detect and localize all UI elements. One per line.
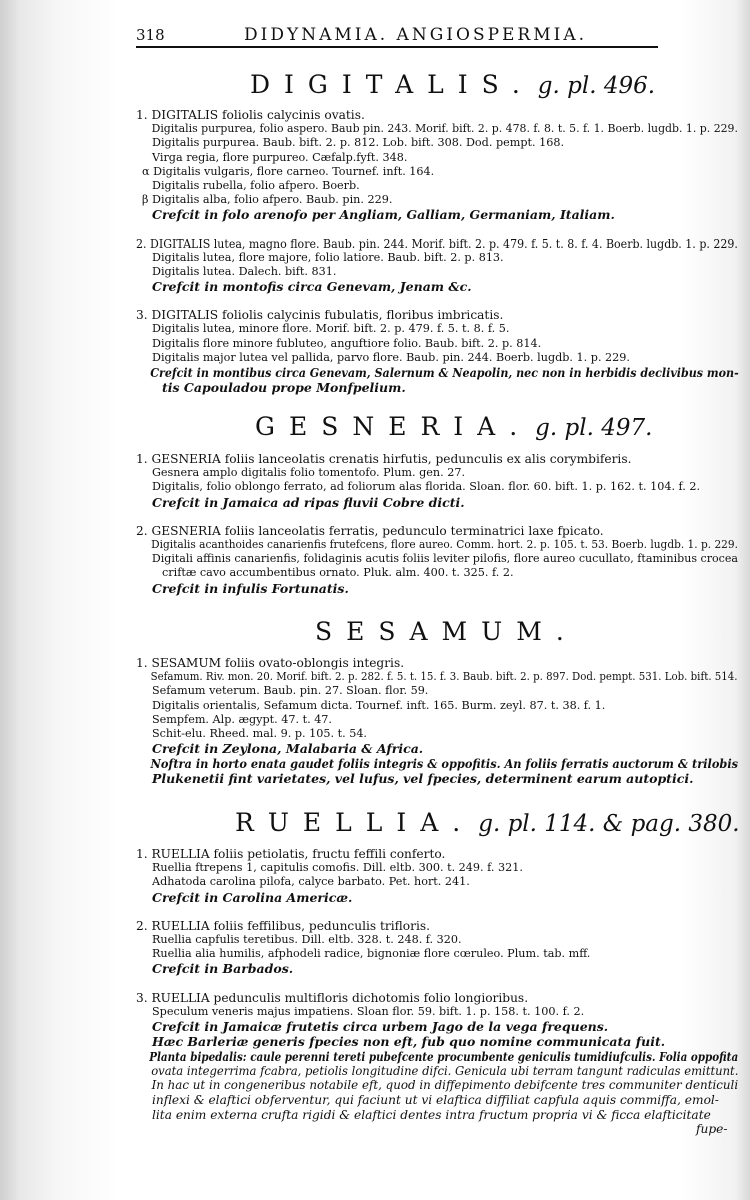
synonym-line: Digitali affinis canarienfis, folidaginis acutis foliis leviter pilofis, flore aureo cucullato, ftaminibus crocea: [151, 552, 739, 566]
habitat-line: tis Capouladou prope Monfpelium.: [162, 380, 406, 395]
habitat-line: Crefcit in Zeylona, Malabaria & Africa.: [152, 741, 424, 757]
running-head: DIDYNAMIA. ANGIOSPERMIA.: [244, 25, 588, 45]
description-line: Planta bipedalis: caule perenni tereti pubefcente procumbente geniculis tumidiufculis. Folia oppofita: [149, 1048, 739, 1064]
description-line: inflexi & elaftici obferventur, qui faciunt ut vi elaftica diffiliat capfula aquis commiffa, emol-: [152, 1093, 719, 1108]
genus-name: RUELLIA.: [235, 808, 475, 837]
species-line: 1. SESAMUM foliis ovato-oblongis integris.: [136, 656, 405, 670]
genus-name: SESAMUM.: [315, 617, 578, 646]
genus-name: GESNERIA.: [255, 412, 532, 441]
note-line: Noftra in horto enata gaudet foliis integris & oppofitis. An foliis ferratis auctorum & trilobis: [150, 756, 739, 772]
species-line: 1. DIGITALIS foliolis calycinis ovatis.: [136, 108, 365, 122]
synonym-line: Digitalis, folio oblongo ferrato, ad foliorum alas florida. Sloan. flor. 60. bift. 1. p. 162. t. 104. f. 2.: [152, 480, 701, 494]
habitat-line: Crefcit in Jamaicæ frutetis circa urbem Jago de la vega frequens.: [152, 1018, 609, 1034]
note-line: Hæc Barleriæ generis fpecies non eft, fub quo nomine communicata fuit.: [152, 1033, 666, 1049]
species-line: 3. RUELLIA pedunculis multifloris dichotomis folio longioribus.: [136, 990, 529, 1005]
catchword: fupe-: [696, 1122, 728, 1137]
variety-line: α Digitalis vulgaris, flore carneo. Tournef. inft. 164.: [142, 164, 435, 178]
genus-ref: g. pl. 497.: [535, 415, 653, 441]
habitat-line: Crefcit in Barbados.: [152, 961, 294, 977]
synonym-line: Digitalis orientalis, Sefamum dicta. Tournef. inft. 165. Burm. zeyl. 87. t. 38. f. 1.: [152, 698, 606, 712]
habitat-line: Crefcit in infulis Fortunatis.: [152, 580, 349, 596]
synonym-line: Digitalis lutea, minore flore. Morif. bift. 2. p. 479. f. 5. t. 8. f. 5.: [152, 322, 510, 336]
synonym-line: Ruellia capfulis teretibus. Dill. eltb. 328. t. 248. f. 320.: [152, 932, 462, 946]
genus-heading-sesamum: [315, 617, 582, 646]
synonym-line: Sempfem. Alp. ægypt. 47. t. 47.: [152, 712, 332, 726]
species-line: 1. GESNERIA foliis lanceolatis crenatis hirfutis, pedunculis ex alis corymbiferis.: [136, 452, 632, 466]
habitat-line: Crefcit in Jamaica ad ripas fluvii Cobre dicti.: [152, 494, 465, 510]
synonym-line: Schit-elu. Rheed. mal. 9. p. 105. t. 54.: [152, 726, 367, 740]
page-header: [136, 22, 656, 46]
note-line: Plukenetii fint varietates, vel lufus, vel fpecies, determinent earum autoptici.: [152, 771, 694, 787]
habitat-line: Crefcit in Carolina Americæ.: [152, 889, 353, 905]
species-line: 1. RUELLIA foliis petiolatis, fructu feffili conferto.: [136, 847, 446, 861]
genus-ref: g. pl. 496.: [537, 73, 656, 99]
synonym-line: Speculum veneris majus impatiens. Sloan flor. 59. bift. 1. p. 158. t. 100. f. 2.: [152, 1004, 585, 1018]
synonym-line: Virga regia, flore purpureo. Cæfalp.fyft. 348.: [152, 150, 408, 164]
species-line: 2. DIGITALIS lutea, magno flore. Baub. pin. 244. Morif. bift. 2. p. 479. f. 5. t. 8. f. 4. Boerb. lugdb. 1. p. 229.: [136, 236, 738, 251]
description-line: In hac ut in congeneribus notabile eft, quod in diffepimento debifcente tres communiter denticuli: [151, 1078, 739, 1093]
synonym-line: Digitalis acanthoides canarienfis frutefcens, flore aureo. Comm. hort. 2. p. 105. t. 53. Boerb. lugdb. 1. p. 229.: [151, 537, 738, 551]
spacer: [136, 510, 736, 524]
ruellia-entries: [136, 847, 739, 1137]
synonym-line: Digitalis rubella, folio afpero. Boerb.: [152, 178, 360, 192]
habitat-line: Crefcit in montofis circa Genevam, Jenam &c.: [152, 279, 472, 295]
habitat-line: Crefcit in montibus circa Genevam, Salernum & Neapolin, nec non in herbidis declivibus mon-: [150, 365, 739, 380]
synonym-line: Digitalis purpurea, folio aspero. Baub pin. 243. Morif. bift. 2. p. 478. f. 8. t. 5. f. 1. Boerb. lugdb. 1. p. 229.: [151, 122, 738, 136]
page-number: 318: [136, 26, 165, 44]
synonym-line: Sefamum veterum. Baub. pin. 27. Sloan. flor. 59.: [152, 684, 429, 698]
description-line: ovata integerrima fcabra, petiolis longitudine difci. Genicula ubi terram tangunt radiculas emittunt.: [151, 1063, 739, 1078]
synonym-line: criftæ cavo accumbentibus ornato. Pluk. alm. 400. t. 325. f. 2.: [162, 566, 514, 580]
species-line: 2. RUELLIA foliis feffilibus, pedunculis trifloris.: [136, 918, 430, 933]
spacer: [136, 294, 736, 308]
synonym-line: Digitalis lutea, flore majore, folio latiore. Baub. bift. 2. p. 813.: [152, 250, 504, 264]
genus-heading-digitalis: [250, 70, 655, 99]
species-line: 3. DIGITALIS foliolis calycinis fubulatis, floribus imbricatis.: [136, 308, 504, 323]
sesamum-entries: [136, 656, 739, 787]
genus-ref: g. pl. 114. & pag. 380.: [478, 811, 740, 837]
synonym-line: Gesnera amplo digitalis folio tomentofo. Plum. gen. 27.: [152, 466, 466, 480]
synonym-line: Digitalis major lutea vel pallida, parvo flore. Baub. pin. 244. Boerb. lugdb. 1. p. 229.: [152, 350, 630, 364]
description-line: lita enim externa crufta rigidi & elaftici dentes intra fructum propria vi & ficca elafticitate: [152, 1107, 711, 1122]
gesneria-entries: [136, 452, 739, 596]
spacer: [136, 905, 736, 919]
synonym-line: Digitalis flore minore fubluteo, anguftiore folio. Baub. bift. 2. p. 814.: [152, 336, 542, 350]
habitat-line: Crefcit in folo arenofo per Angliam, Galliam, Germaniam, Italiam.: [152, 207, 615, 223]
digitalis-entries: [136, 108, 739, 395]
synonym-line: Ruellia alia humilis, afphodeli radice, bignoniæ flore cœruleo. Plum. tab. mff.: [152, 947, 591, 961]
synonym-line: Digitalis lutea. Dalech. bift. 831.: [152, 264, 337, 278]
genus-heading-gesneria: [255, 412, 652, 441]
synonym-line: Digitalis purpurea. Baub. bift. 2. p. 812. Lob. bift. 308. Dod. pempt. 168.: [152, 136, 565, 150]
genus-name: DIGITALIS.: [250, 70, 534, 99]
variety-line: β Digitalis alba, folio afpero. Baub. pin. 229.: [142, 193, 393, 207]
genus-heading-ruellia: [235, 808, 740, 837]
synonym-line: Ruellia ftrepens 1, capitulis comofis. Dill. eltb. 300. t. 249. f. 321.: [152, 861, 523, 875]
spacer: [136, 222, 736, 236]
header-rule: [136, 46, 658, 48]
synonym-line: Adhatoda carolina pilofa, calyce barbato. Pet. hort. 241.: [152, 875, 470, 889]
spacer: [136, 976, 736, 990]
species-line: 2. GESNERIA foliis lanceolatis ferratis, pedunculo terminatrici laxe fpicato.: [136, 523, 604, 538]
synonym-line: Sefamum. Riv. mon. 20. Morif. bift. 2. p. 282. f. 5. t. 15. f. 3. Baub. bift. 2. p. 897. Dod. pempt. 531. Lob. bift. 514.: [150, 670, 738, 684]
